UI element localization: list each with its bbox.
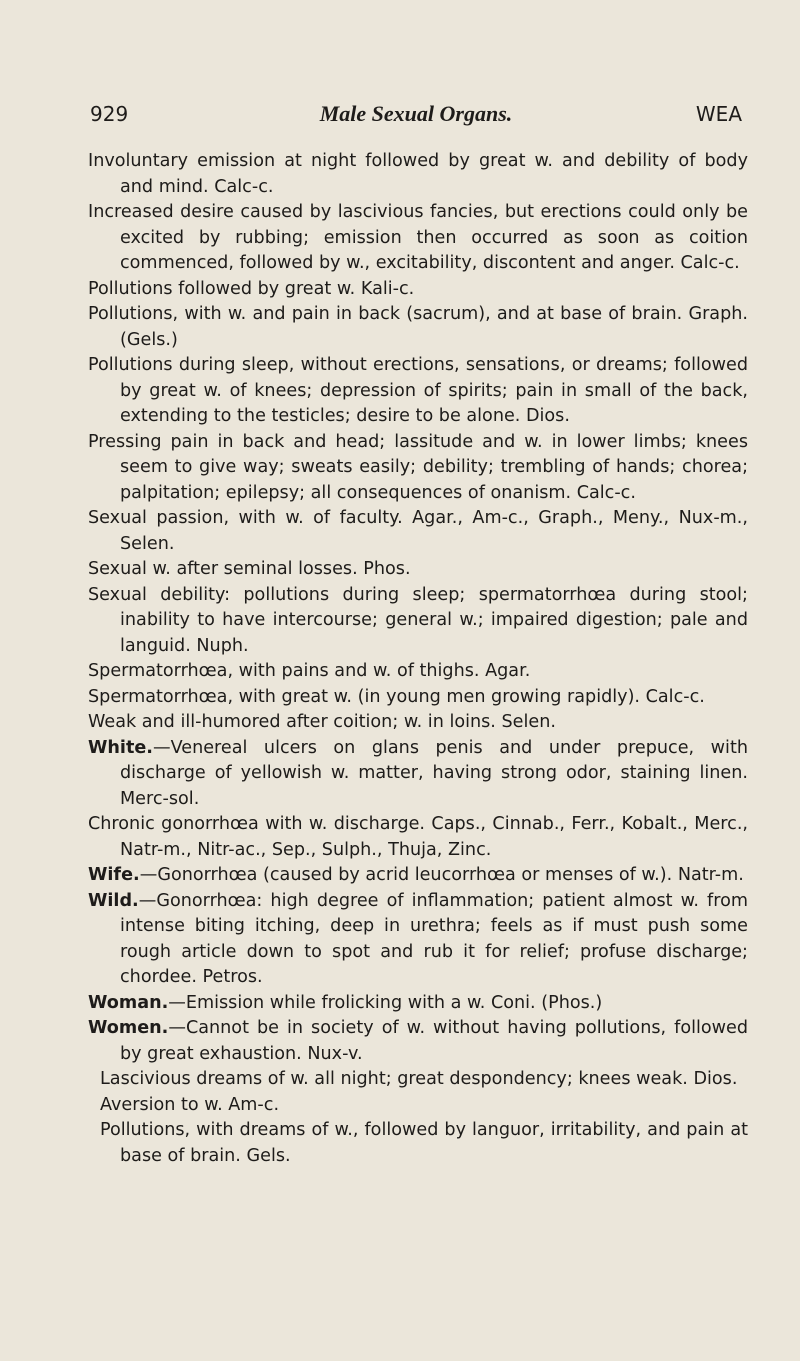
- entry: [88, 685, 748, 711]
- entry: [88, 557, 748, 583]
- entry-text: Sexual passion, with w. of faculty. Agar., Am-c., Graph., Meny., Nux-m., Selen.: [88, 508, 748, 554]
- entry-text: Pollutions, with dreams of w., followed by languor, irritability, and pain at base of brain. Gels.: [100, 1120, 748, 1166]
- entry: [88, 863, 748, 889]
- entry: [88, 710, 748, 736]
- entry-text: —Venereal ulcers on glans penis and under prepuce, with discharge of yellowish w. matter, having strong odor, staining linen. Merc-sol.: [120, 737, 748, 809]
- entry: [88, 1118, 748, 1169]
- entry: [88, 430, 748, 507]
- entry: [88, 277, 748, 303]
- entry: [88, 149, 748, 200]
- rubric-heading: Women.: [88, 1018, 169, 1038]
- entry-text: Pollutions followed by great w. Kali-c.: [88, 278, 415, 299]
- entry-text: Sexual debility: pollutions during sleep; spermatorrhœa during stool; inability to have intercourse; general w.; impaired digestion; pale and languid. Nuph.: [88, 584, 748, 656]
- entry: [88, 812, 748, 863]
- entry-text: Lascivious dreams of w. all night; great despondency; knees weak. Dios.: [100, 1069, 738, 1089]
- section-key: WEA: [695, 102, 742, 126]
- entry: [88, 889, 748, 991]
- entry-text: Chronic gonorrhœa with w. discharge. Caps., Cinnab., Ferr., Kobalt., Merc., Natr-m., Nitr-ac., Sep., Sulph., Thuja, Zinc.: [88, 814, 748, 860]
- entry-text: Sexual w. after seminal losses. Phos.: [88, 559, 411, 579]
- entry-text: Pressing pain in back and head; lassitude and w. in lower limbs; knees seem to give way; sweats easily; debility; trembling of hands; chorea; palpitation; epilepsy; all consequences of onanism. Calc-c.: [88, 431, 748, 503]
- entry: [88, 200, 748, 277]
- entry-list: [88, 149, 748, 1169]
- entry-text: Aversion to w. Am-c.: [100, 1094, 280, 1115]
- entry-text: —Gonorrhœa (caused by acrid leucorrhœa or menses of w.). Natr-m.: [139, 865, 744, 885]
- entry: [88, 659, 748, 685]
- entry-text: Increased desire caused by lascivious fancies, but erections could only be excited by rubbing; emission then occurred as soon as coition commenced, followed by w., excitability, discontent and anger. Calc-c.: [88, 202, 748, 273]
- page-header: [90, 97, 742, 131]
- entry-text: Pollutions, with w. and pain in back (sacrum), and at base of brain. Graph. (Gels.): [88, 304, 748, 350]
- entry-text: Involuntary emission at night followed by great w. and debility of body and mind. Calc-c.: [88, 151, 748, 197]
- entry-text: Spermatorrhœa, with great w. (in young men growing rapidly). Calc-c.: [88, 686, 705, 707]
- entry: [88, 1067, 748, 1093]
- entry: [88, 736, 748, 813]
- page-number: 929: [90, 102, 129, 126]
- entry-text: Spermatorrhœa, with pains and w. of thighs. Agar.: [88, 661, 531, 681]
- rubric-heading: Wild.: [88, 890, 139, 911]
- rubric-heading: White.: [88, 737, 153, 758]
- entry-text: —Cannot be in society of w. without having pollutions, followed by great exhaustion. Nux-v.: [120, 1018, 748, 1064]
- rubric-heading: Woman.: [88, 992, 169, 1013]
- entry: [88, 1093, 748, 1119]
- entry-text: Weak and ill-humored after coition; w. in loins. Selen.: [88, 712, 556, 732]
- entry-text: —Gonorrhœa: high degree of inflammation; patient almost w. from intense biting itching, deep in urethra; feels as if must push some rough article down to spot and rub it for relief; profuse discharge; chordee. Petros.: [120, 890, 748, 987]
- rubric-heading: Wife.: [88, 865, 140, 885]
- entry: [88, 583, 748, 660]
- entry-text: —Emission while frolicking with a w. Coni. (Phos.): [168, 992, 603, 1013]
- entry: [88, 991, 748, 1017]
- entry: [88, 302, 748, 353]
- entry: [88, 353, 748, 430]
- entry-text: Pollutions during sleep, without erections, sensations, or dreams; followed by great w. of knees; depression of spirits; pain in small of the back, extending to the testicles; desire to be alone. Dios.: [88, 355, 748, 426]
- entry: [88, 1016, 748, 1067]
- running-title: Male Sexual Organs.: [319, 101, 513, 126]
- entry: [88, 506, 748, 557]
